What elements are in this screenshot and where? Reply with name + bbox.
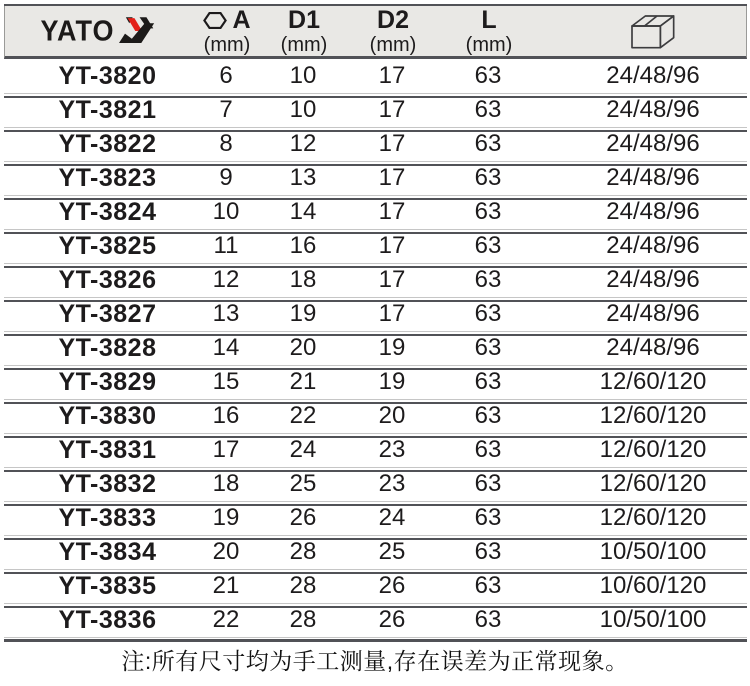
value-d2-mm: 26 [378,572,406,599]
packing-quantities: 24/48/96 [606,266,700,293]
model-number: YT-3833 [58,503,157,532]
value-d1-mm: 12 [289,130,317,157]
spec-sheet [0,4,750,686]
column-label: D1 [288,5,320,34]
column-header-d1 [264,5,344,56]
table-row [4,297,747,331]
column-label: A [232,5,251,34]
packing-quantities: 24/48/96 [606,300,700,327]
value-d2-mm: 23 [378,436,406,463]
model-number: YT-3830 [58,401,157,430]
table-row [4,603,747,637]
spec-table [4,4,747,642]
value-d2-mm: 17 [378,300,406,327]
table-row [4,467,747,501]
value-l-mm: 63 [474,96,502,123]
value-d1-mm: 21 [289,368,317,395]
value-a-mm: 9 [219,164,233,191]
yato-emblem-icon [119,16,155,46]
footnote: 注:所有尺寸均为手工测量,存在误差为正常现象。 [121,647,629,674]
value-l-mm: 63 [474,606,502,633]
table-row [4,569,747,603]
column-label: L [481,5,497,34]
packing-quantities: 12/60/120 [599,368,707,395]
packing-quantities: 10/60/120 [599,572,707,599]
packing-quantities: 24/48/96 [606,334,700,361]
value-d2-mm: 17 [378,62,406,89]
value-l-mm: 63 [474,266,502,293]
table-row [4,59,747,93]
value-d1-mm: 13 [289,164,317,191]
table-row [4,365,747,399]
column-unit: (mm) [369,33,417,56]
value-a-mm: 15 [212,368,240,395]
column-label: D2 [377,5,409,34]
table-body [4,59,747,637]
value-a-mm: 21 [212,572,240,599]
value-d1-mm: 20 [289,334,317,361]
table-row [4,161,747,195]
value-a-mm: 12 [212,266,240,293]
value-d1-mm: 28 [289,606,317,633]
value-d2-mm: 23 [378,470,406,497]
brand-name: YATO [40,14,115,47]
value-d2-mm: 19 [378,334,406,361]
column-unit: (mm) [203,33,251,56]
value-d2-mm: 25 [378,538,406,565]
value-d2-mm: 26 [378,606,406,633]
value-d1-mm: 28 [289,572,317,599]
table-row [4,399,747,433]
value-d2-mm: 24 [378,504,406,531]
table-row [4,229,747,263]
value-l-mm: 63 [474,436,502,463]
model-number: YT-3834 [58,537,157,566]
value-l-mm: 63 [474,130,502,157]
brand-logo [5,16,190,47]
value-d1-mm: 19 [289,300,317,327]
column-unit: (mm) [465,33,513,56]
column-header-packing [536,11,746,51]
packing-quantities: 12/60/120 [599,470,707,497]
value-d2-mm: 17 [378,266,406,293]
model-number: YT-3832 [58,469,157,498]
model-number: YT-3826 [58,265,157,294]
value-l-mm: 63 [474,368,502,395]
packing-quantities: 12/60/120 [599,402,707,429]
value-d2-mm: 17 [378,232,406,259]
value-a-mm: 10 [212,198,240,225]
value-l-mm: 63 [474,198,502,225]
value-d1-mm: 28 [289,538,317,565]
packing-quantities: 24/48/96 [606,164,700,191]
model-number: YT-3827 [58,299,157,328]
value-a-mm: 8 [219,130,233,157]
value-l-mm: 63 [474,470,502,497]
value-d1-mm: 22 [289,402,317,429]
model-number: YT-3829 [58,367,157,396]
table-header-row [4,6,747,59]
value-l-mm: 63 [474,538,502,565]
table-row [4,331,747,365]
value-d2-mm: 19 [378,368,406,395]
model-number: YT-3822 [58,129,157,158]
value-a-mm: 18 [212,470,240,497]
value-a-mm: 22 [212,606,240,633]
value-a-mm: 16 [212,402,240,429]
model-number: YT-3820 [58,61,157,90]
table-row [4,93,747,127]
model-number: YT-3831 [58,435,157,464]
value-d1-mm: 10 [289,96,317,123]
table-row [4,263,747,297]
table-row [4,501,747,535]
value-l-mm: 63 [474,504,502,531]
packing-quantities: 24/48/96 [606,232,700,259]
value-l-mm: 63 [474,334,502,361]
value-a-mm: 11 [213,232,239,259]
value-l-mm: 63 [474,300,502,327]
model-number: YT-3828 [58,333,157,362]
table-row [4,535,747,569]
value-d1-mm: 25 [289,470,317,497]
value-d1-mm: 26 [289,504,317,531]
value-d1-mm: 14 [289,198,317,225]
value-d2-mm: 17 [378,96,406,123]
model-number: YT-3821 [58,95,157,124]
value-d2-mm: 17 [378,130,406,157]
value-l-mm: 63 [474,164,502,191]
column-unit: (mm) [280,33,328,56]
table-row [4,195,747,229]
box-icon [625,11,679,51]
column-header-a [190,5,264,56]
value-a-mm: 14 [212,334,240,361]
column-header-d2 [344,5,442,56]
column-header-l [442,5,536,56]
table-row [4,127,747,161]
packing-quantities: 12/60/120 [599,504,707,531]
value-l-mm: 63 [474,232,502,259]
value-a-mm: 6 [219,62,233,89]
value-d2-mm: 20 [378,402,406,429]
value-d2-mm: 17 [378,198,406,225]
table-row [4,433,747,467]
packing-quantities: 10/50/100 [599,606,707,633]
packing-quantities: 24/48/96 [606,62,700,89]
model-number: YT-3823 [58,163,157,192]
value-d1-mm: 16 [289,232,317,259]
packing-quantities: 24/48/96 [606,130,700,157]
packing-quantities: 24/48/96 [606,96,700,123]
value-d1-mm: 18 [289,266,317,293]
value-a-mm: 19 [212,504,240,531]
value-d1-mm: 24 [289,436,317,463]
value-a-mm: 17 [212,436,240,463]
model-number: YT-3824 [58,197,157,226]
model-number: YT-3825 [58,231,157,260]
value-d1-mm: 10 [289,62,317,89]
model-number: YT-3835 [58,571,157,600]
value-l-mm: 63 [474,402,502,429]
value-l-mm: 63 [474,572,502,599]
value-a-mm: 7 [219,96,233,123]
packing-quantities: 12/60/120 [599,436,707,463]
value-d2-mm: 17 [378,164,406,191]
packing-quantities: 24/48/96 [606,198,700,225]
value-a-mm: 20 [212,538,240,565]
value-l-mm: 63 [474,62,502,89]
value-a-mm: 13 [212,300,240,327]
model-number: YT-3836 [58,605,157,634]
packing-quantities: 10/50/100 [599,538,707,565]
hexagon-icon [203,11,227,30]
